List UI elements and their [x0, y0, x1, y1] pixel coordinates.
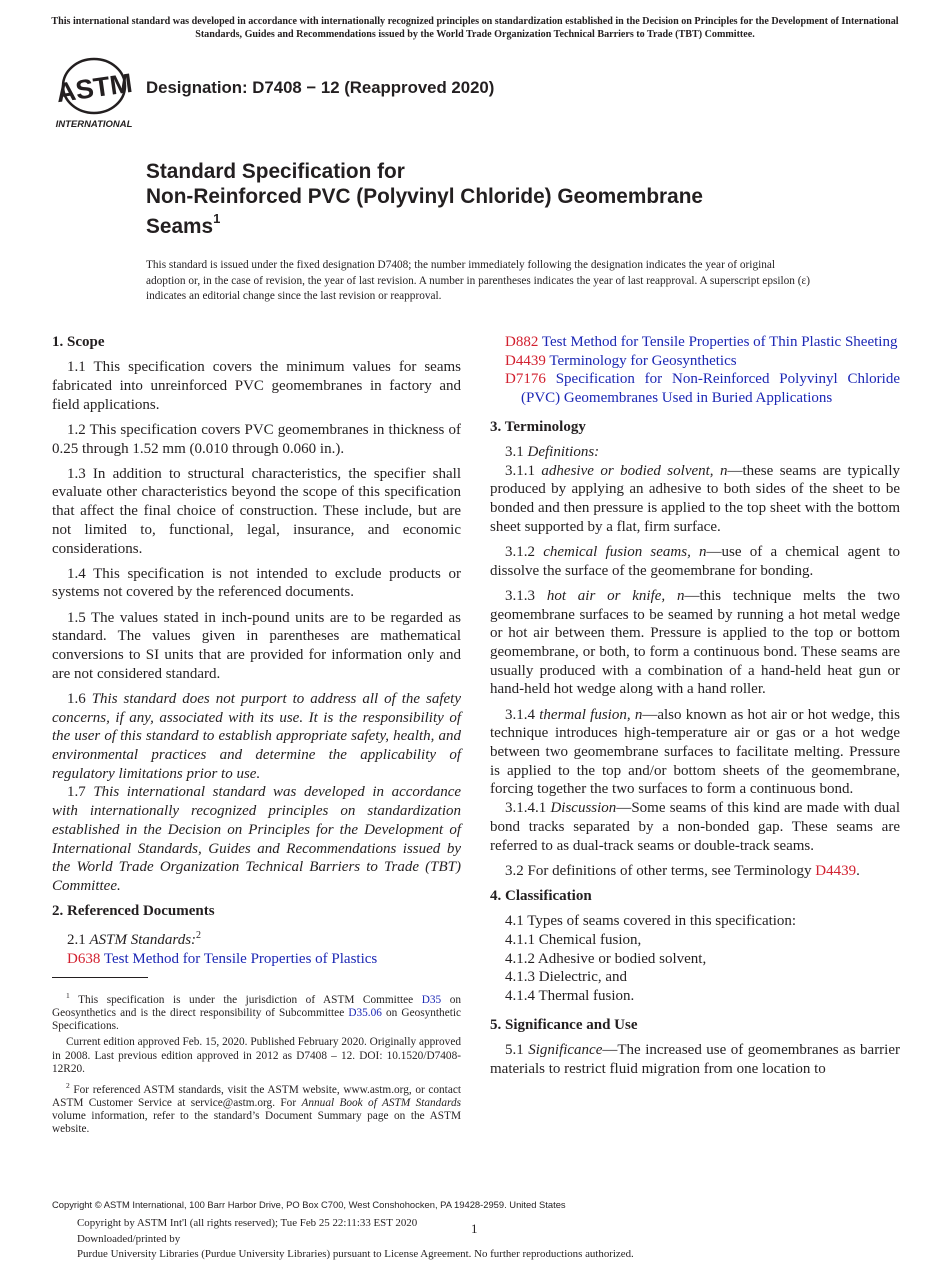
para-5-1: 5.1 Significance—The increased use of geomembranes as barrier materials to restrict fluid migration from one location to — [490, 1041, 900, 1077]
ref-title-d4439-link[interactable]: Terminology for Geosynthetics — [549, 352, 737, 369]
title-footnote-mark: 1 — [213, 211, 221, 226]
para-1-3: 1.3 In addition to structural characteristics, the specifier shall evaluate other characteristics beyond the scope of this specification that affect the final choice of construction. These include, but are not limited to, functional, legal, insurance, and economic considerations. — [52, 465, 461, 557]
document-title — [146, 160, 866, 239]
para-3-1-2: 3.1.2 chemical fusion seams, n—use of a chemical agent to dissolve the surface of the geomembrane for bonding. — [490, 544, 900, 579]
footnote-1: $^1$ This specification is under the jurisdiction of ASTM Committee D35 on Geosynthetics and is the direct responsibility of Subcommittee D35.06 on Geosynthetic Specifications. — [52, 991, 462, 1033]
title-line1: Standard Specification for — [146, 160, 405, 183]
footnotes — [52, 989, 461, 1140]
title-line2: Non-Reinforced PVC (Polyvinyl Chloride) Geomembrane — [146, 184, 703, 208]
ref-code-d7176-link[interactable]: D7176 — [505, 371, 546, 388]
classification-item: 4.1 Types of seams covered in this specification: — [505, 913, 797, 930]
para-1-7: 1.7 This international standard was developed in accordance with internationally recognized principles on standardization established in the Decision on Principles for the Development of International Standards, Guides and Recommendations issued by the World Trade Organization Technical Barriers to Trade (TBT) Committee. — [52, 784, 462, 894]
intro-note: This standard is issued under the fixed designation D7408; the number immediately following the designation indicates the year of original adoption or, in the case of revision, the year of last revision. A number in parentheses indicates the year of last reapproval. A superscript epsilon (ε) indicates an editorial change since the last revision or reapproval. — [146, 259, 811, 302]
license-line-2: Downloaded/printed by — [77, 1232, 181, 1245]
para-1-2: 1.2 This specification covers PVC geomembranes in thickness of 0.25 through 1.52 mm (0.010 through 0.060 in.). — [52, 421, 461, 457]
ref-item-d638 — [52, 950, 461, 969]
copyright-notice: Copyright © ASTM International, 100 Barr Harbor Drive, PO Box C700, West Conshohocken, PA 19428-2959. United States — [52, 1199, 566, 1210]
para-2-1: 2.1 ASTM Standards:$^2$ — [67, 930, 202, 949]
license-notice — [77, 1216, 634, 1263]
classification-item: 4.1.3 Dielectric, and — [505, 969, 628, 986]
footnote-d35-link[interactable]: D35 — [421, 993, 442, 1006]
para-3-1-4-1: 3.1.4.1 Discussion—Some seams of this kind are made with dual bond tracks separated by a non-bonded gap. These seams are referred to as dual-track seams or double-track seams. — [490, 800, 900, 854]
ref-item-d7176 — [490, 370, 900, 407]
para-1-5: 1.5 The values stated in inch-pound units are to be regarded as standard. The values given in parentheses are mathematical conversions to SI units that are provided for information only and are not considered standard. — [52, 609, 461, 682]
footnote-2: $^2$ For referenced ASTM standards, visit the ASTM website, www.astm.org, or contact ASTM Customer Service at service@astm.org. For Annual Book of ASTM Standards volume information, refer to the standard’s Document Summary page on the ASTM website. — [52, 1080, 462, 1136]
ref-code-d882-link[interactable]: D882 — [505, 334, 539, 350]
classification-item: 4.1.1 Chemical fusion, — [505, 931, 642, 948]
page-number: 1 — [471, 1221, 478, 1236]
para-3-1-3: 3.1.3 hot air or knife, n—this technique melts the two geomembrane surfaces to be seamed by running a hot metal wedge or hot air between them. Pressure is applied to the top or bottom geomembrane, or both, to form a continuous bond. These seams are usually produced with a combination of a hand-held heat gun or hand-held hot wedge along with a hand roller. — [490, 587, 900, 698]
classification-item: 4.1.2 Adhesive or bodied solvent, — [505, 950, 707, 967]
top-notice: This international standard was developed in accordance with internationally recognized principles on standardization established in the Decision on Principles for the Development of International Standards, Guides and Recommendations issued by the World Trade Organization Technical Barriers to Trade (TBT) Committee. — [51, 16, 899, 40]
section-heading-terminology: 3. Terminology — [490, 418, 586, 435]
ref-item-d882 — [490, 333, 900, 352]
ref-item-d4439 — [490, 352, 900, 371]
terminology-d4439-link[interactable]: D4439 — [815, 862, 857, 879]
ref-title-d882-link[interactable]: Test Method for Tensile Properties of Thin Plastic Sheeting — [541, 334, 898, 350]
para-3-1-4: 3.1.4 thermal fusion, n—also known as hot air or hot wedge, this technique introduces high-temperature air or gas or a hot wedge between two geomembrane surfaces to facilitate melting. Pressure is applied to the top and/or bottom sheets of the geomembrane, forcing together the two surfaces to form a continuous bond. — [490, 706, 900, 798]
section-heading-referenced-documents: 2. Referenced Documents — [52, 903, 215, 920]
right-column — [490, 333, 900, 1085]
classification-item: 4.1.4 Thermal fusion. — [505, 988, 635, 1004]
para-1-4: 1.4 This specification is not intended to exclude products or systems not covered by the referenced documents. — [52, 565, 461, 601]
para-1-6: 1.6 This standard does not purport to address all of the safety concerns, if any, associated with its use. It is the responsibility of the user of this standard to establish appropriate safety, health, and environmental practices and determine the applicability of regulatory limitations prior to use. — [52, 690, 462, 782]
ref-title-d7176-link[interactable]: Specification for Non-Reinforced Polyvinyl Chloride (PVC) Geomembranes Used in Buried Applications — [521, 371, 900, 407]
section-heading-classification: 4. Classification — [490, 887, 592, 904]
title-line3: Seams — [146, 214, 214, 238]
footnote-divider — [52, 977, 148, 978]
logo-letters: ASTM — [54, 67, 135, 109]
ref-code-d4439-link[interactable]: D4439 — [505, 352, 546, 369]
footnote-d35-06-link[interactable]: D35.06 — [348, 1006, 382, 1019]
designation: Designation: D7408 − 12 (Reapproved 2020) — [146, 78, 495, 97]
para-3-1-1: 3.1.1 adhesive or bodied solvent, n—these seams are typically produced by applying an adhesive to both sides of the sheet to be bonded and then pressure is applied to the top sheet with the bottom sheet supported by a flat, firm surface. — [490, 462, 900, 535]
para-3-1: 3.1 Definitions: — [505, 444, 600, 461]
para-3-2: 3.2 For definitions of other terms, see Terminology D4439. — [505, 862, 860, 879]
logo-org: INTERNATIONAL — [55, 119, 133, 130]
section-heading-scope: 1. Scope — [52, 334, 105, 350]
footnote-1-edition: Current edition approved Feb. 15, 2020. Published February 2020. Originally approved in 2008. Last previous edition approved in 2012 as D7408 – 12. DOI: 10.1520/D7408-12R20. — [52, 1036, 461, 1075]
section-heading-significance: 5. Significance and Use — [490, 1016, 638, 1033]
ref-code-d638-link[interactable]: D638 — [67, 951, 101, 968]
left-column — [52, 333, 461, 969]
ref-title-d638-link[interactable]: Test Method for Tensile Properties of Plastics — [103, 951, 378, 968]
astm-logo — [52, 56, 136, 132]
license-line-1: Copyright by ASTM Int'l (all rights reserved); Tue Feb 25 22:11:33 EST 2020 — [77, 1217, 418, 1229]
para-1-1: 1.1 This specification covers the minimum values for seams fabricated into unreinforced PVC geomembranes in factory and field applications. — [52, 359, 461, 413]
license-line-3: Purdue University Libraries (Purdue University Libraries) pursuant to License Agreement. No further reproductions authorized. — [77, 1248, 634, 1260]
